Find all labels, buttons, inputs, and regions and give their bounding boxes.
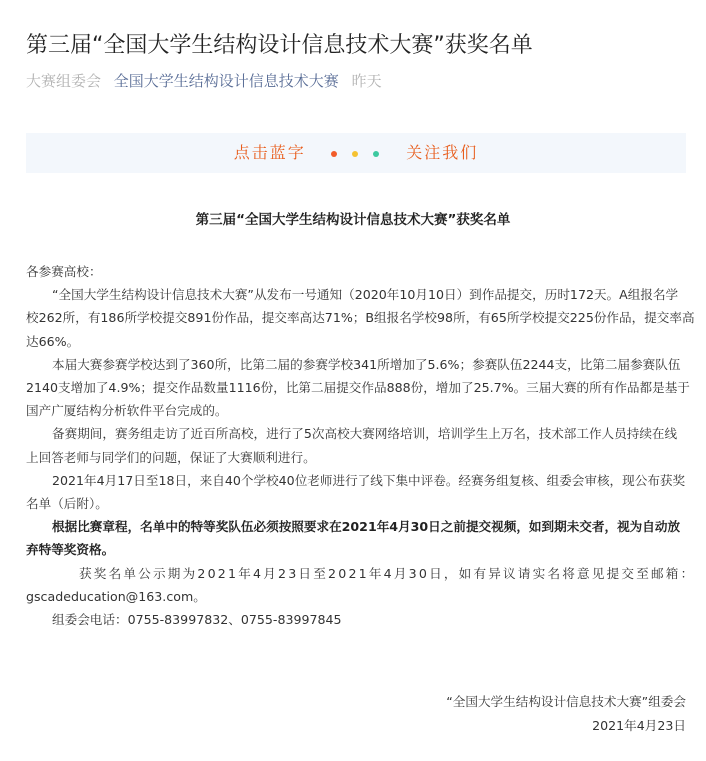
article-title: 第三届“全国大学生结构设计信息技术大赛”获奖名单 [26, 33, 533, 58]
paragraph-line: 本届大赛参赛学校达到了360所，比第二届的参赛学校341所增加了5.6%；参赛队伍2244支，比第二届参赛队伍 [52, 356, 681, 372]
follow-banner-right-text: 关注我们 [406, 143, 479, 162]
article-meta [26, 70, 382, 92]
signature [446, 690, 686, 738]
signature-date: 2021年4月23日 [592, 718, 686, 733]
content-heading: 第三届“全国大学生结构设计信息技术大赛”获奖名单 [195, 212, 511, 228]
follow-banner[interactable] [26, 133, 686, 173]
paragraph-line: 备赛期间，赛务组走访了近百所高校，进行了5次高校大赛网络培训，培训学生上万名，技术部工作人员持续在线 [52, 426, 678, 442]
paragraph-line: 2140支增加了4.9%；提交作品数量1116份，比第二届提交作品888份，增加了25.7%。三届大赛的所有作品都是基于 [26, 380, 690, 396]
author-name: 大赛组委会 [26, 72, 102, 90]
bold-notice-line: 弃特等奖资格。 [26, 542, 115, 558]
paragraph-line: 达66%。 [26, 333, 80, 349]
paragraph-line: 国产广厦结构分析软件平台完成的。 [26, 403, 228, 419]
green-dot-icon [373, 151, 379, 157]
orange-dot-icon [331, 151, 337, 157]
paragraph-line: 校262所，有186所学校提交891份作品，提交率高达71%；B组报名学校98所，有65所学校提交225份作品，提交率高 [26, 310, 695, 326]
signature-org: “全国大学生结构设计信息技术大赛”组委会 [446, 694, 686, 709]
paragraph-line: 名单（后附）。 [26, 496, 108, 512]
paragraph-line: 2021年4月17日至18日，来自40个学校40位老师进行了线下集中评卷。经赛务组复核、组委会审核，现公布获奖 [52, 472, 686, 488]
publish-time: 昨天 [351, 72, 382, 90]
article-body [26, 260, 696, 631]
paragraph-line: 上回答老师与同学们的问题，保证了大赛顺利进行。 [26, 449, 316, 465]
paragraph-line: 获奖名单公示期为2021年4月23日至2021年4月30日，如有异议请实名将意见提交至邮箱： [79, 565, 696, 581]
salutation: 各参赛高校： [26, 264, 102, 279]
decorative-dots [327, 133, 383, 173]
yellow-dot-icon [352, 151, 358, 157]
paragraph-line: “全国大学生结构设计信息技术大赛”从发布一号通知（2020年10月10日）到作品提交，历时172天。A组报名学 [52, 287, 679, 303]
bold-notice-line: 根据比赛章程，名单中的特等奖队伍必须按照要求在2021年4月30日之前提交视频，如到期未交者，视为自动放 [52, 519, 681, 535]
follow-banner-left-text: 点击蓝字 [233, 143, 306, 162]
account-name-link[interactable]: 全国大学生结构设计信息技术大赛 [113, 72, 339, 90]
contact-email: gscadeducation@163.com。 [26, 588, 206, 604]
contact-phone: 组委会电话：0755-83997832、0755-83997845 [52, 612, 342, 628]
